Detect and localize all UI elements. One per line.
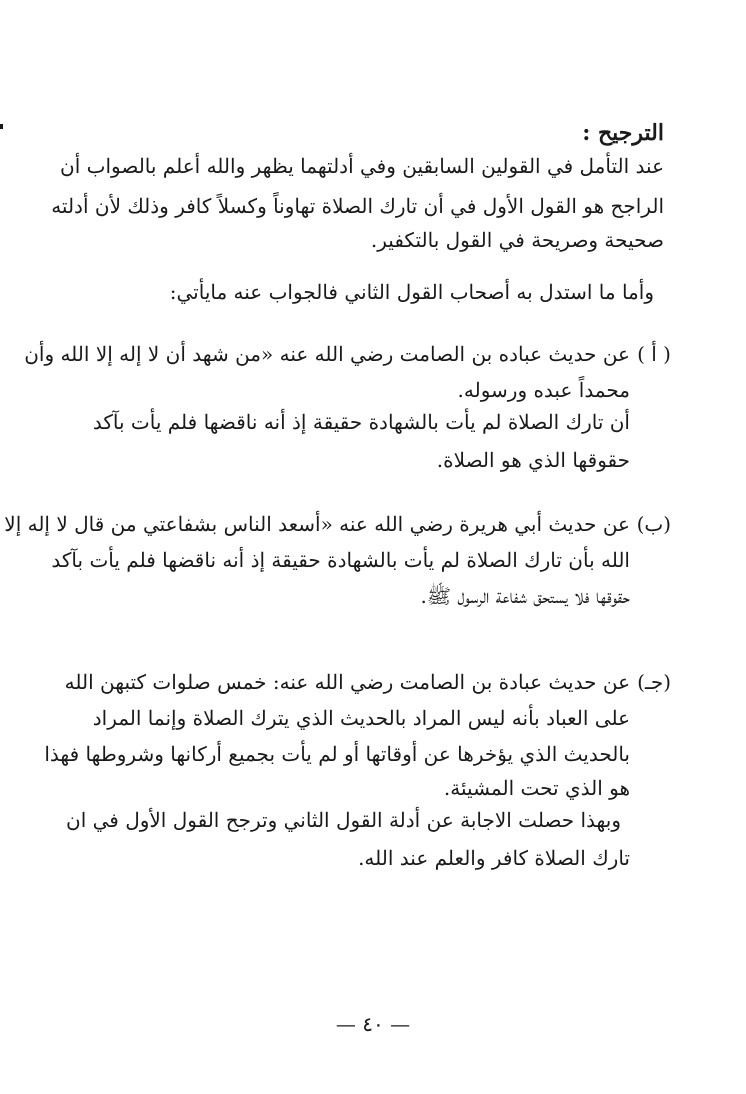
item-marker-c: (جـ) [637, 670, 671, 694]
conclusion-line-1: وبهذا حصلت الاجابة عن أدلة القول الثاني وترجح القول الأول في ان [66, 808, 621, 832]
intro-line-3: صحيحة وصريحة في القول بالتكفير. [370, 228, 664, 252]
item-c-line-4: هو الذي تحت المشيئة. [443, 776, 630, 800]
item-c-line-2: على العباد بأنه ليس المراد بالحديث الذي يترك الصلاة وإنما المراد [92, 706, 630, 730]
item-a-line-2: محمداً عبده ورسوله. [457, 378, 630, 402]
item-b-line-1: عن حديث أبي هريرة رضي الله عنه «أسعد الناس بشفاعتي من قال لا إله إلا [4, 512, 630, 536]
item-b-line-3: حقوقها فلا يستحق شفاعة الرسول ﷺ. [420, 584, 630, 608]
item-marker-b: (ب) [636, 512, 671, 536]
item-a-line-1: عن حديث عباده بن الصامت رضي الله عنه «من شهد أن لا إله إلا الله وأن [24, 342, 630, 366]
item-marker-a: ( أ ) [637, 342, 671, 366]
item-c-line-3: بالحديث الذي يؤخرها عن أوقاتها أو لم يأت بجميع أركانها وشروطها فهذا [44, 742, 630, 766]
conclusion-line-2: تارك الصلاة كافر والعلم عند الله. [358, 846, 630, 870]
item-a-line-4: حقوقها الذي هو الصلاة. [436, 448, 630, 472]
item-c-line-1: عن حديث عبادة بن الصامت رضي الله عنه: خمس صلوات كتبهن الله [64, 670, 630, 694]
page-number: — ٤٠ — [335, 1012, 411, 1036]
item-a-line-3: أن تارك الصلاة لم يأت بالشهادة حقيقة إذ أنه ناقضها فلم يأت بآكد [92, 410, 630, 434]
lead-line: وأما ما استدل به أصحاب القول الثاني فالجواب عنه مايأتي: [169, 280, 654, 304]
item-b-line-2: الله بأن تارك الصلاة لم يأت بالشهادة حقيقة إذ أنه ناقضها فلم يأت بآكد [51, 548, 630, 572]
intro-line-2: الراجح هو القول الأول في أن تارك الصلاة تهاوناً وكسلاً كافر وذلك لأن أدلته [51, 194, 664, 218]
section-heading: الترجيح : [582, 120, 664, 146]
edge-mark [0, 124, 3, 129]
intro-line-1: عند التأمل في القولين السابقين وفي أدلتهما يظهر والله أعلم بالصواب أن [60, 154, 664, 178]
